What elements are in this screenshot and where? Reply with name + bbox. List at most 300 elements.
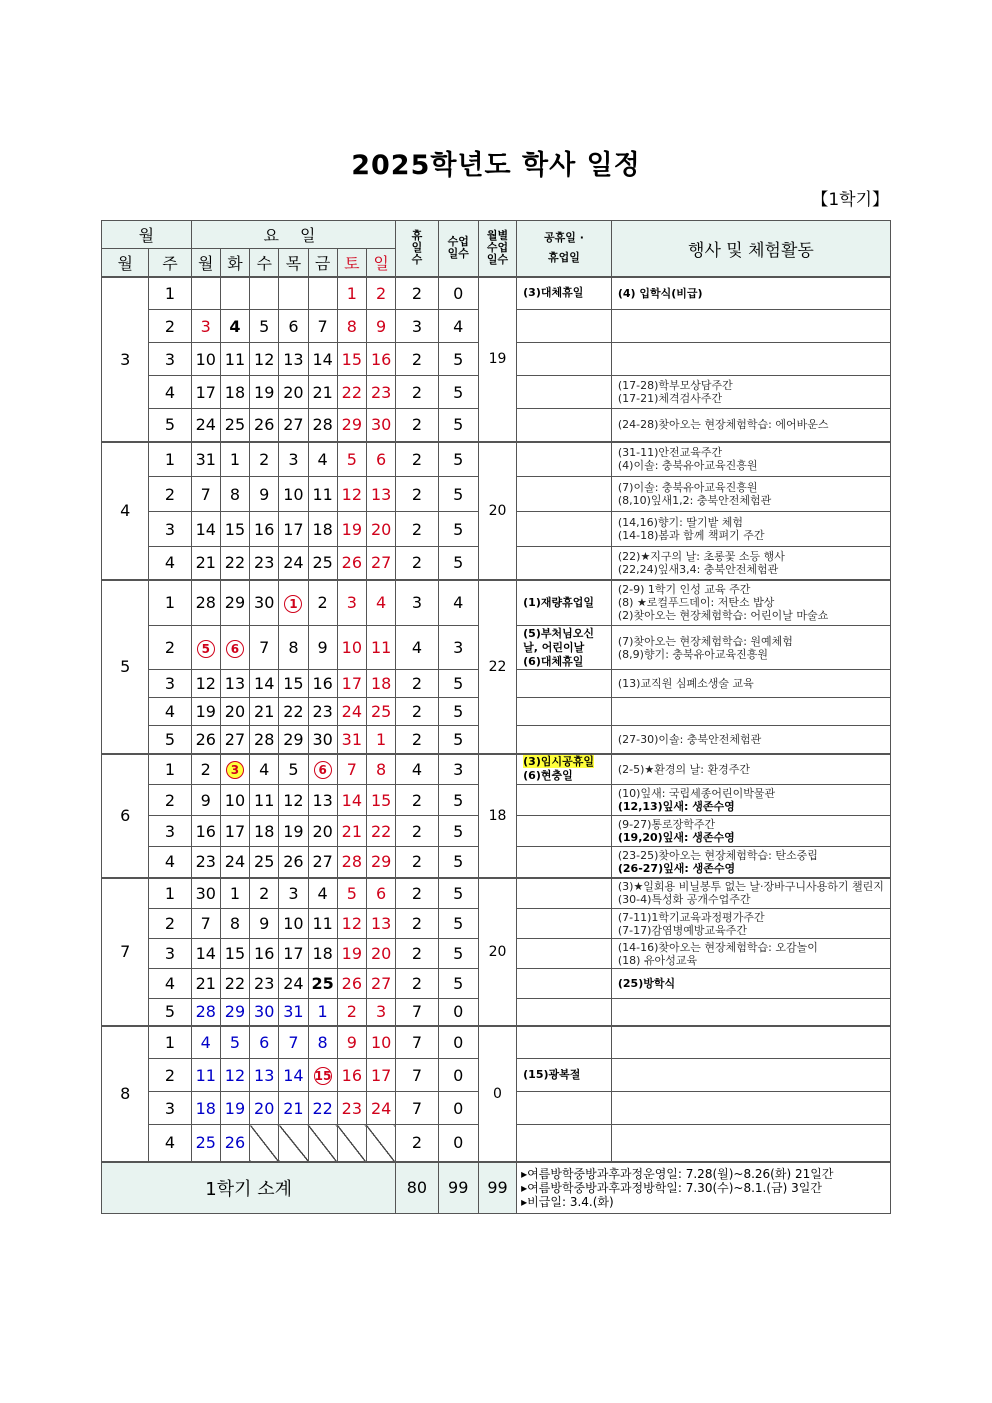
holiday-cell xyxy=(517,477,612,512)
date-cell: 4 xyxy=(308,442,337,477)
class-days-cell: 0 xyxy=(438,1026,478,1059)
date-cell: 30 xyxy=(250,999,279,1026)
header-day: 금 xyxy=(308,249,337,277)
date-cell xyxy=(220,754,249,785)
date-cell: 15 xyxy=(220,512,249,547)
date-cell: 5 xyxy=(250,310,279,343)
date-cell: 4 xyxy=(250,754,279,785)
holiday-cell xyxy=(517,969,612,999)
month-cell: 7 xyxy=(102,878,149,1026)
date-cell: 2 xyxy=(366,277,395,310)
table-row xyxy=(102,580,891,626)
date-cell: 27 xyxy=(308,847,337,878)
date-cell: 11 xyxy=(220,343,249,376)
activity-item: (2)찾아오는 현장체험학습: 어린이날 마술쇼 xyxy=(617,609,829,623)
date-cell: 10 xyxy=(220,785,249,816)
holiday-cell xyxy=(517,310,612,343)
holiday-cell xyxy=(517,409,612,442)
activity-item: (8,10)잎새1,2: 충북안전체험관 xyxy=(617,494,772,507)
empty-date-cell xyxy=(250,1125,279,1162)
date-cell: 20 xyxy=(220,698,249,726)
circled-date: 15 xyxy=(314,1069,332,1083)
activity-cell xyxy=(611,939,890,969)
date-cell: 23 xyxy=(250,547,279,580)
date-cell: 15 xyxy=(366,785,395,816)
date-cell: 7 xyxy=(337,754,366,785)
date-cell: 19 xyxy=(337,939,366,969)
week-cell: 5 xyxy=(149,726,191,754)
date-cell: 24 xyxy=(366,1092,395,1125)
class-days-cell: 5 xyxy=(438,816,478,847)
date-cell: 22 xyxy=(220,969,249,999)
class-days-cell: 0 xyxy=(438,1125,478,1162)
date-cell: 5 xyxy=(337,442,366,477)
date-cell: 2 xyxy=(191,754,220,785)
subtotal-rest: 80 xyxy=(396,1162,438,1214)
activity-cell xyxy=(611,580,890,626)
date-cell: 18 xyxy=(220,376,249,409)
date-cell: 17 xyxy=(337,670,366,698)
activity-item: (19,20)잎새: 생존수영 xyxy=(617,831,735,844)
date-cell: 28 xyxy=(191,999,220,1026)
circled-date: 6 xyxy=(314,761,332,779)
date-cell: 30 xyxy=(250,580,279,626)
circled-date: 6 xyxy=(226,640,244,658)
activity-item: (31-11)안전교육주간 xyxy=(617,446,723,460)
rest-days-cell: 2 xyxy=(396,785,438,816)
date-cell: 10 xyxy=(191,343,220,376)
holiday-text: (6)현충일 xyxy=(523,769,573,783)
date-cell: 13 xyxy=(308,785,337,816)
date-cell: 4 xyxy=(191,1026,220,1059)
activity-item: (27-30)이솔: 충북안전체험관 xyxy=(617,732,762,746)
header-day-sat: 토 xyxy=(337,249,366,277)
subtotal-monthly: 99 xyxy=(478,1162,516,1214)
class-days-cell: 5 xyxy=(438,376,478,409)
date-cell: 29 xyxy=(279,726,308,754)
date-cell: 26 xyxy=(191,726,220,754)
subtotal-notes xyxy=(517,1162,891,1214)
activity-cell xyxy=(611,698,890,726)
activity-cell xyxy=(611,754,890,785)
class-days-cell: 0 xyxy=(438,1092,478,1125)
activity-cell xyxy=(611,1092,890,1125)
rest-days-cell: 7 xyxy=(396,1026,438,1059)
subtotal-note: ▸여름방학중방과후과정방학일: 7.30(수)~8.1.(금) 3일간 xyxy=(521,1180,822,1195)
date-cell xyxy=(308,754,337,785)
monthly-class-days-cell: 20 xyxy=(478,442,516,580)
activity-item: (7)찾아오는 현장체험학습: 원예체험 xyxy=(617,634,793,648)
date-cell: 22 xyxy=(308,1092,337,1125)
activity-item: (7)이솔: 충북유아교육진흥원 xyxy=(617,481,758,494)
activity-item: (2-5)★환경의 날: 환경주간 xyxy=(617,762,750,776)
date-cell: 22 xyxy=(220,547,249,580)
header-day: 목 xyxy=(279,249,308,277)
holiday-text: (15)광복절 xyxy=(523,1068,581,1081)
date-cell: 25 xyxy=(366,698,395,726)
holiday-cell xyxy=(517,1059,612,1092)
date-cell: 23 xyxy=(366,376,395,409)
holiday-cell xyxy=(517,512,612,547)
rest-days-cell: 7 xyxy=(396,999,438,1026)
date-cell: 3 xyxy=(279,878,308,909)
activity-cell xyxy=(611,670,890,698)
date-cell xyxy=(250,277,279,310)
holiday-cell xyxy=(517,726,612,754)
activity-cell xyxy=(611,277,890,310)
date-cell xyxy=(191,626,220,670)
week-cell: 1 xyxy=(149,442,191,477)
date-cell: 29 xyxy=(220,580,249,626)
holiday-cell xyxy=(517,1026,612,1059)
holiday-cell xyxy=(517,878,612,909)
week-cell: 4 xyxy=(149,698,191,726)
header-monthly-class-days: 월별 수업 일수 xyxy=(478,221,516,277)
date-cell: 24 xyxy=(220,847,249,878)
activity-cell xyxy=(611,999,890,1026)
date-cell: 1 xyxy=(366,726,395,754)
activity-item: (7-11)1학기교육과정평가주간 xyxy=(617,910,765,924)
date-cell: 3 xyxy=(337,580,366,626)
date-cell: 22 xyxy=(279,698,308,726)
holiday-text-highlight: (3)임시공휴일 xyxy=(523,755,594,769)
activity-cell xyxy=(611,310,890,343)
date-cell: 8 xyxy=(337,310,366,343)
rest-days-cell: 2 xyxy=(396,969,438,999)
date-cell: 17 xyxy=(220,816,249,847)
empty-date-cell xyxy=(308,1125,337,1162)
activity-cell xyxy=(611,442,890,477)
week-cell: 4 xyxy=(149,376,191,409)
holiday-text: (3)대체휴일 xyxy=(523,286,584,300)
date-cell: 14 xyxy=(191,512,220,547)
activity-item: (18) 유아성교육 xyxy=(617,953,698,967)
date-cell: 4 xyxy=(220,310,249,343)
holiday-cell xyxy=(517,343,612,376)
date-cell: 21 xyxy=(308,376,337,409)
date-cell: 18 xyxy=(250,816,279,847)
week-cell: 2 xyxy=(149,1059,191,1092)
class-days-cell: 5 xyxy=(438,847,478,878)
monthly-class-days-cell: 22 xyxy=(478,580,516,754)
week-cell: 3 xyxy=(149,939,191,969)
date-cell: 18 xyxy=(308,939,337,969)
holiday-cell xyxy=(517,442,612,477)
date-cell: 8 xyxy=(279,626,308,670)
holiday-cell xyxy=(517,754,612,785)
date-cell: 15 xyxy=(279,670,308,698)
date-cell: 2 xyxy=(250,442,279,477)
date-cell: 29 xyxy=(337,409,366,442)
date-cell: 23 xyxy=(337,1092,366,1125)
date-cell: 14 xyxy=(279,1059,308,1092)
date-cell: 26 xyxy=(337,547,366,580)
semester-label: 【1학기】 xyxy=(811,190,889,210)
class-days-cell: 5 xyxy=(438,343,478,376)
date-cell: 13 xyxy=(220,670,249,698)
class-days-cell: 0 xyxy=(438,1059,478,1092)
date-cell: 22 xyxy=(366,816,395,847)
schedule-table xyxy=(101,220,891,1214)
date-cell: 16 xyxy=(366,343,395,376)
activity-cell xyxy=(611,909,890,939)
date-cell: 27 xyxy=(279,409,308,442)
date-cell: 6 xyxy=(279,310,308,343)
activity-item: (24-28)찾아오는 현장체험학습: 에어바운스 xyxy=(617,418,829,432)
date-cell: 26 xyxy=(279,847,308,878)
date-cell: 8 xyxy=(220,477,249,512)
holiday-text xyxy=(523,755,605,769)
date-cell: 11 xyxy=(308,909,337,939)
class-days-cell: 3 xyxy=(438,626,478,670)
date-cell: 10 xyxy=(279,909,308,939)
date-cell: 12 xyxy=(191,670,220,698)
class-days-cell: 5 xyxy=(438,547,478,580)
date-cell: 16 xyxy=(250,512,279,547)
activity-item: (8,9)향기: 충북유아교육진흥원 xyxy=(617,647,769,661)
table-row xyxy=(102,442,891,477)
date-cell: 18 xyxy=(308,512,337,547)
week-cell: 4 xyxy=(149,1125,191,1162)
date-cell: 9 xyxy=(250,477,279,512)
activity-item: (30-4)특성화 공개수업주간 xyxy=(617,893,751,907)
week-cell: 3 xyxy=(149,512,191,547)
subtotal-note: ▸여름방학중방과후과정운영일: 7.28(월)~8.26(화) 21일간 xyxy=(521,1166,834,1181)
holiday-cell xyxy=(517,909,612,939)
holiday-cell xyxy=(517,1092,612,1125)
date-cell: 30 xyxy=(308,726,337,754)
week-cell: 2 xyxy=(149,909,191,939)
date-cell: 9 xyxy=(250,909,279,939)
date-cell: 1 xyxy=(220,442,249,477)
date-cell: 8 xyxy=(308,1026,337,1059)
date-cell: 17 xyxy=(279,512,308,547)
date-cell: 27 xyxy=(366,547,395,580)
activity-cell xyxy=(611,626,890,670)
date-cell: 6 xyxy=(366,442,395,477)
class-days-cell: 4 xyxy=(438,580,478,626)
activity-cell xyxy=(611,1026,890,1059)
rest-days-cell: 2 xyxy=(396,1125,438,1162)
week-cell: 3 xyxy=(149,343,191,376)
month-cell: 4 xyxy=(102,442,149,580)
date-cell: 14 xyxy=(250,670,279,698)
date-cell xyxy=(220,277,249,310)
date-cell: 20 xyxy=(279,376,308,409)
subtotal-class: 99 xyxy=(438,1162,478,1214)
class-days-cell: 5 xyxy=(438,726,478,754)
class-days-cell: 5 xyxy=(438,969,478,999)
rest-days-cell: 2 xyxy=(396,477,438,512)
activity-item: (25)방학식 xyxy=(617,977,676,990)
week-cell: 1 xyxy=(149,580,191,626)
date-cell: 20 xyxy=(366,512,395,547)
date-cell: 11 xyxy=(366,626,395,670)
rest-days-cell: 2 xyxy=(396,698,438,726)
date-cell: 20 xyxy=(250,1092,279,1125)
activity-cell xyxy=(611,785,890,816)
month-cell: 5 xyxy=(102,580,149,754)
empty-date-cell xyxy=(337,1125,366,1162)
activity-cell xyxy=(611,726,890,754)
date-cell: 29 xyxy=(220,999,249,1026)
date-cell: 14 xyxy=(191,939,220,969)
date-cell: 16 xyxy=(308,670,337,698)
week-cell: 5 xyxy=(149,409,191,442)
class-days-cell: 5 xyxy=(438,878,478,909)
rest-days-cell: 4 xyxy=(396,754,438,785)
date-cell: 10 xyxy=(279,477,308,512)
date-cell: 1 xyxy=(220,878,249,909)
activity-item: (14-16)찾아오는 현장체험학습: 오감놀이 xyxy=(617,940,818,954)
month-cell: 8 xyxy=(102,1026,149,1162)
rest-days-cell: 2 xyxy=(396,847,438,878)
activity-item: (23-25)찾아오는 현장체험학습: 탄소중립 xyxy=(617,848,818,862)
monthly-class-days-cell: 19 xyxy=(478,277,516,442)
class-days-cell: 5 xyxy=(438,939,478,969)
date-cell: 12 xyxy=(337,909,366,939)
date-cell: 6 xyxy=(250,1026,279,1059)
week-cell: 1 xyxy=(149,878,191,909)
activity-item: (14-18)봄과 함께 책펴기 주간 xyxy=(617,529,765,542)
date-cell: 9 xyxy=(191,785,220,816)
date-cell: 11 xyxy=(191,1059,220,1092)
date-cell: 5 xyxy=(337,878,366,909)
holiday-cell xyxy=(517,626,612,670)
date-cell: 29 xyxy=(366,847,395,878)
activity-cell xyxy=(611,477,890,512)
activity-item: (3)★일회용 비닐봉투 없는 날·장바구니사용하기 챌린지 xyxy=(617,880,884,894)
date-cell: 23 xyxy=(191,847,220,878)
holiday-text: (5)부처님오신날, 어린이날 xyxy=(523,626,594,654)
week-cell: 1 xyxy=(149,277,191,310)
date-cell: 30 xyxy=(191,878,220,909)
activity-item: (2-9) 1학기 인성 교육 주간 xyxy=(617,583,751,597)
activity-item: (10)잎새: 국립세종어린이박물관 xyxy=(617,787,776,800)
date-cell: 2 xyxy=(337,999,366,1026)
date-cell: 21 xyxy=(337,816,366,847)
date-cell: 7 xyxy=(191,477,220,512)
date-cell: 7 xyxy=(250,626,279,670)
holiday-cell xyxy=(517,939,612,969)
header-day: 수 xyxy=(250,249,279,277)
rest-days-cell: 2 xyxy=(396,670,438,698)
class-days-cell: 5 xyxy=(438,785,478,816)
header-rest-days: 휴 일 수 xyxy=(396,221,438,277)
monthly-class-days-cell: 18 xyxy=(478,754,516,878)
date-cell: 16 xyxy=(337,1059,366,1092)
class-days-cell: 5 xyxy=(438,909,478,939)
date-cell: 9 xyxy=(366,310,395,343)
date-cell: 5 xyxy=(220,1026,249,1059)
activity-item: (17-28)학부모상담주간 xyxy=(617,379,733,392)
header-day: 화 xyxy=(220,249,249,277)
activity-item: (17-21)체격검사주간 xyxy=(617,392,723,405)
week-cell: 2 xyxy=(149,785,191,816)
class-days-cell: 5 xyxy=(438,698,478,726)
date-cell xyxy=(279,277,308,310)
date-cell: 21 xyxy=(191,969,220,999)
header-class-days: 수업 일수 xyxy=(438,221,478,277)
rest-days-cell: 2 xyxy=(396,409,438,442)
rest-days-cell: 2 xyxy=(396,376,438,409)
rest-days-cell: 2 xyxy=(396,547,438,580)
week-cell: 2 xyxy=(149,626,191,670)
date-cell: 13 xyxy=(366,909,395,939)
date-cell: 26 xyxy=(337,969,366,999)
week-cell: 4 xyxy=(149,847,191,878)
activity-item: (7-17)감염병예방교육주간 xyxy=(617,923,748,937)
subtotal-label: 1학기 소계 xyxy=(102,1162,396,1214)
header-day: 월 xyxy=(191,249,220,277)
activity-cell xyxy=(611,1125,890,1162)
header-month-group: 월 xyxy=(102,221,192,249)
rest-days-cell: 2 xyxy=(396,277,438,310)
date-cell: 27 xyxy=(366,969,395,999)
date-cell xyxy=(191,277,220,310)
date-cell: 19 xyxy=(337,512,366,547)
date-cell: 28 xyxy=(250,726,279,754)
page-title: 2025학년도 학사 일정 xyxy=(351,150,641,181)
week-cell: 1 xyxy=(149,1026,191,1059)
date-cell: 25 xyxy=(308,969,337,999)
class-days-cell: 4 xyxy=(438,310,478,343)
date-cell: 21 xyxy=(250,698,279,726)
date-cell: 17 xyxy=(279,939,308,969)
date-cell: 28 xyxy=(308,409,337,442)
date-cell: 16 xyxy=(191,816,220,847)
activity-item: (4)이솔: 충북유아교육진흥원 xyxy=(617,459,758,473)
date-cell: 1 xyxy=(337,277,366,310)
date-cell: 9 xyxy=(308,626,337,670)
date-cell: 2 xyxy=(250,878,279,909)
date-cell: 13 xyxy=(366,477,395,512)
date-cell: 10 xyxy=(366,1026,395,1059)
date-cell: 6 xyxy=(366,878,395,909)
date-cell: 4 xyxy=(366,580,395,626)
date-cell: 14 xyxy=(337,785,366,816)
subtotal-note: ▸비급일: 3.4.(화) xyxy=(521,1194,614,1209)
class-days-cell: 5 xyxy=(438,442,478,477)
date-cell: 1 xyxy=(308,999,337,1026)
activity-cell xyxy=(611,1059,890,1092)
date-cell: 3 xyxy=(366,999,395,1026)
date-cell: 12 xyxy=(279,785,308,816)
date-cell: 20 xyxy=(366,939,395,969)
date-cell: 7 xyxy=(279,1026,308,1059)
rest-days-cell: 2 xyxy=(396,343,438,376)
header-month: 월 xyxy=(102,249,149,277)
holiday-cell xyxy=(517,999,612,1026)
rest-days-cell: 7 xyxy=(396,1059,438,1092)
activity-cell xyxy=(611,969,890,999)
rest-days-cell: 2 xyxy=(396,816,438,847)
date-cell: 18 xyxy=(191,1092,220,1125)
circled-date: 5 xyxy=(197,640,215,658)
date-cell: 24 xyxy=(279,969,308,999)
date-cell: 4 xyxy=(308,878,337,909)
date-cell: 19 xyxy=(220,1092,249,1125)
header-day-sun: 일 xyxy=(366,249,395,277)
rest-days-cell: 2 xyxy=(396,939,438,969)
activity-cell xyxy=(611,376,890,409)
empty-date-cell xyxy=(366,1125,395,1162)
date-cell: 12 xyxy=(337,477,366,512)
date-cell: 17 xyxy=(191,376,220,409)
holiday-cell xyxy=(517,580,612,626)
date-cell: 19 xyxy=(191,698,220,726)
activity-item: (9-27)통로장학주간 xyxy=(617,818,716,831)
